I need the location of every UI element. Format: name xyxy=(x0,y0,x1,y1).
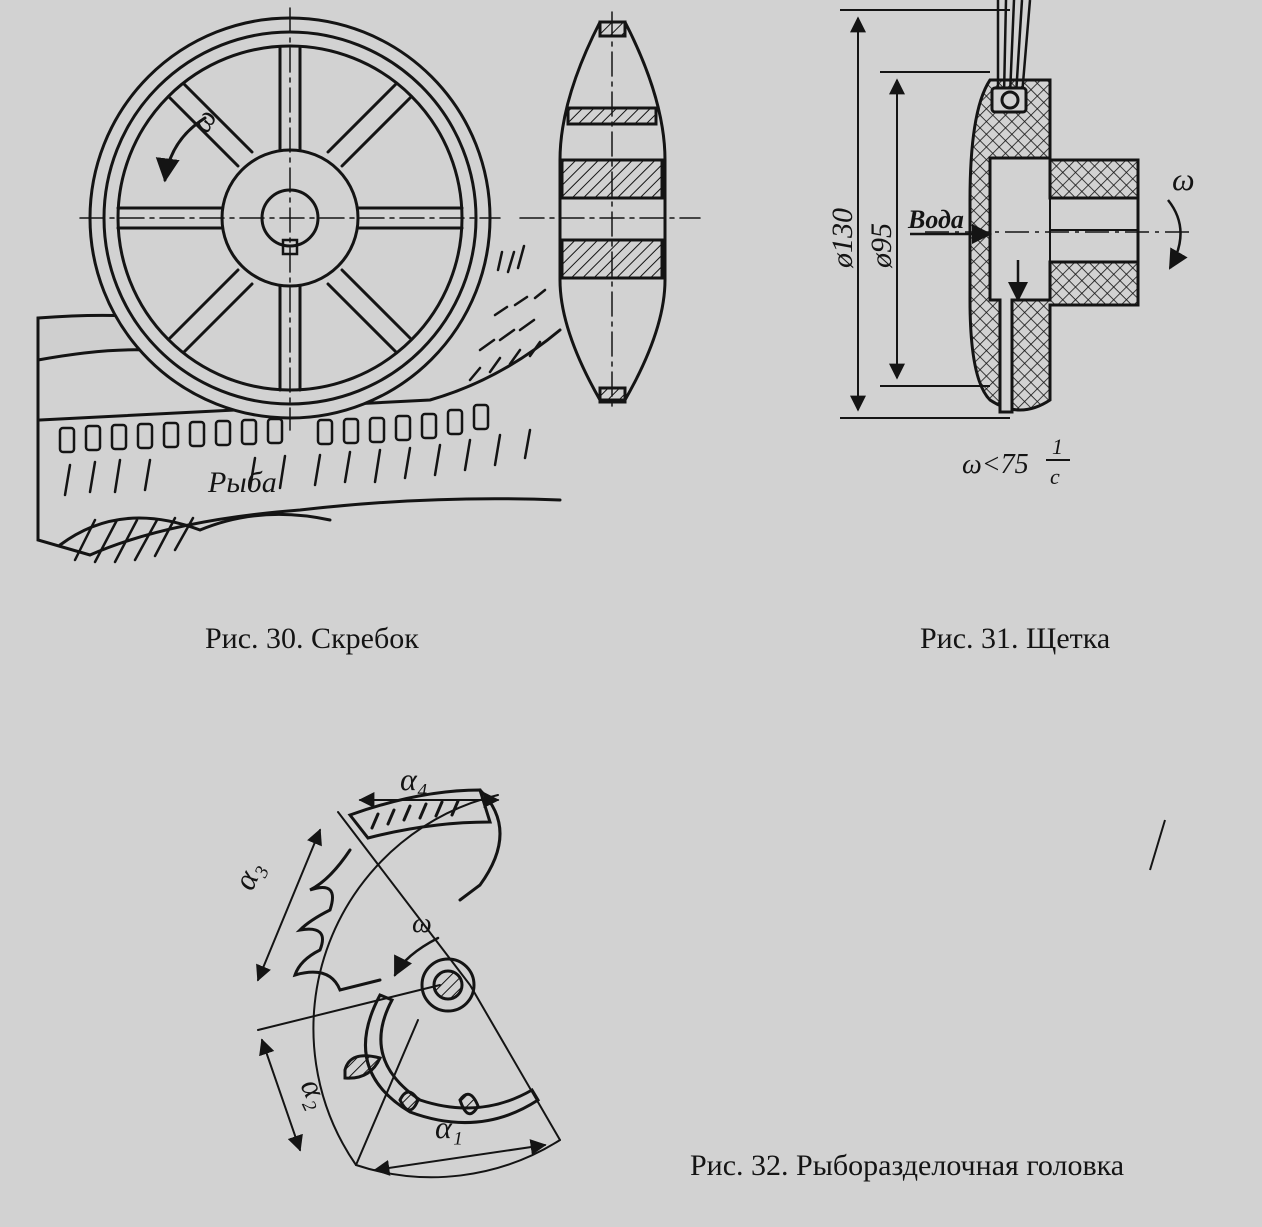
speed-limit-denominator: c xyxy=(1050,464,1060,489)
caption-fig32: Рис. 32. Рыборазделочная головка xyxy=(690,1149,1125,1182)
speed-limit-numerator: 1 xyxy=(1052,434,1063,459)
caption-fig31: Рис. 31. Щетка xyxy=(920,622,1111,655)
dimension-outer-label: ø130 xyxy=(826,208,859,268)
brush-omega-label: ω xyxy=(1172,161,1195,197)
alpha4-label: α₄ xyxy=(400,761,428,797)
alpha2-label: α₂ xyxy=(293,1072,339,1114)
alpha3-label: α₃ xyxy=(225,854,271,895)
fish-label: Рыба xyxy=(208,466,277,499)
speed-limit-prefix: ω<75 xyxy=(962,449,1029,480)
dimension-inner-label: ø95 xyxy=(865,223,898,268)
omega-label: ω xyxy=(184,103,224,139)
head-omega-label: ω xyxy=(412,908,432,939)
water-label: Вода xyxy=(908,205,964,234)
caption-fig30: Рис. 30. Скребок xyxy=(205,622,419,655)
alpha1-label: α₁ xyxy=(435,1109,463,1145)
